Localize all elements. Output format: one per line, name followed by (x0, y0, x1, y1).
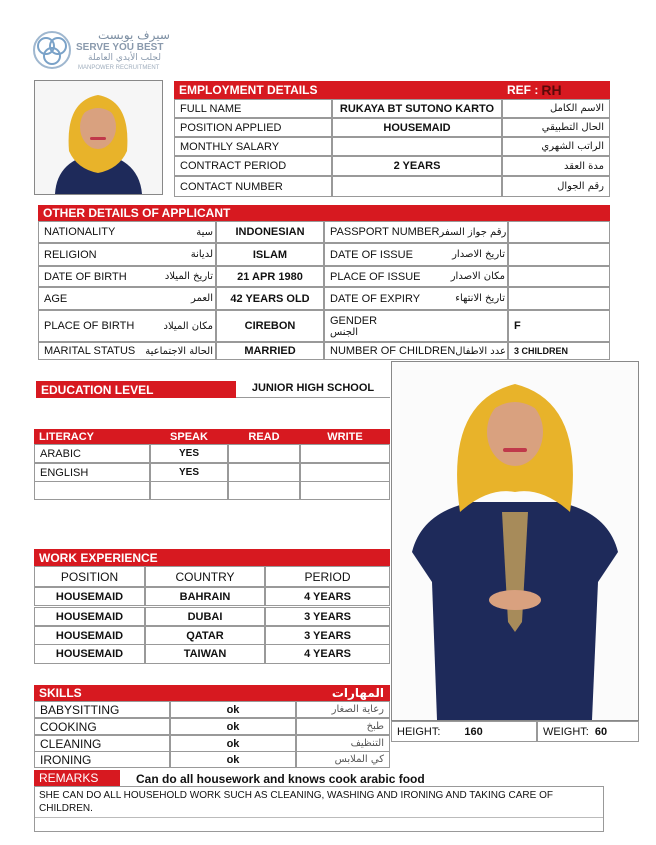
remarks-body (34, 786, 604, 832)
other-field-arabic2: رقم جواز السفر (439, 226, 507, 238)
other-field-value: 42 YEARS OLD (216, 287, 324, 310)
employment-field-value: 2 YEARS (332, 156, 502, 176)
other-field-arabic: لديانة (190, 249, 213, 260)
work-column-header: PERIOD (265, 566, 390, 587)
other-field-value: INDONESIAN (216, 221, 324, 243)
literacy-level: YES (150, 463, 228, 482)
skill-name: CLEANING (34, 735, 170, 752)
other-field-label: NATIONALITY (44, 226, 116, 238)
employment-header-label: EMPLOYMENT DETAILS (179, 83, 318, 97)
literacy-level (150, 481, 228, 500)
skill-arabic: كي الملابس (296, 751, 390, 768)
other-field-label: RELIGION (44, 248, 97, 261)
skill-level: ok (170, 701, 296, 718)
work-experience-cell: HOUSEMAID (34, 587, 145, 606)
employment-field-label: CONTACT NUMBER (174, 176, 332, 197)
other-field-label2-cell (324, 342, 508, 360)
other-field-arabic2: مكان الاصدار (450, 271, 505, 282)
employment-field-arabic: مدة العقد (502, 156, 610, 176)
height-label: HEIGHT: (397, 725, 441, 738)
work-column-header: COUNTRY (145, 566, 265, 587)
employment-field-label: MONTHLY SALARY (174, 137, 332, 156)
employment-field-arabic: الحال التطبيقي (502, 118, 610, 137)
portrait-image (35, 81, 162, 194)
work-experience-cell: 4 YEARS (265, 644, 390, 664)
employment-field-label: POSITION APPLIED (174, 118, 332, 137)
education-label (36, 381, 236, 398)
other-field-value: MARRIED (216, 342, 324, 360)
literacy-language: ARABIC (34, 444, 150, 463)
other-field-label2: PASSPORT NUMBER (330, 226, 440, 238)
other-field-label: PLACE OF BIRTH (44, 320, 135, 332)
employment-field-value (332, 176, 502, 197)
other-field-label2: NUMBER OF CHILDREN (330, 345, 456, 357)
other-field-value: CIREBON (216, 310, 324, 342)
other-field-label2: GENDER (330, 314, 378, 327)
work-experience-cell: 3 YEARS (265, 607, 390, 626)
other-field-label2-cell (324, 266, 508, 287)
weight-cell (537, 721, 639, 742)
skill-arabic: رعاية الصغار (296, 701, 390, 718)
work-experience-cell: DUBAI (145, 607, 265, 626)
skill-arabic: التنظيف (296, 735, 390, 752)
other-field-label: MARITAL STATUS (44, 345, 136, 357)
other-field-label2-cell (324, 221, 508, 243)
work-experience-header-label: WORK EXPERIENCE (39, 550, 158, 565)
other-field-label2: DATE OF EXPIRY (330, 292, 421, 305)
other-field-label2: DATE OF ISSUE (330, 248, 413, 261)
logo-name: SERVE YOU BEST (76, 42, 164, 53)
other-field-value: 21 APR 1980 (216, 266, 324, 287)
other-field-value2 (508, 266, 610, 287)
other-field-label-cell (38, 310, 216, 342)
literacy-level: YES (150, 444, 228, 463)
employment-field-arabic: رقم الجوال (502, 176, 610, 197)
height-cell (391, 721, 537, 742)
other-field-label-cell (38, 243, 216, 266)
logo-emblem-icon (32, 30, 72, 70)
education-label-text: EDUCATION LEVEL (41, 382, 154, 397)
logo-arabic: سيرف يوبست (98, 28, 170, 42)
skill-name: BABYSITTING (34, 701, 170, 718)
other-field-label-cell (38, 342, 216, 360)
work-experience-cell: 3 YEARS (265, 626, 390, 645)
skill-level: ok (170, 751, 296, 768)
weight-value: 60 (594, 725, 608, 738)
other-field-value: ISLAM (216, 243, 324, 266)
ref-value: RH (541, 82, 562, 98)
applicant-photo-full (391, 361, 639, 721)
literacy-header: READ (228, 429, 300, 444)
other-field-arabic: العمر (191, 293, 213, 304)
literacy-level (300, 481, 390, 500)
work-experience-cell: TAIWAN (145, 644, 265, 664)
employment-field-arabic: الاسم الكامل (502, 99, 610, 118)
skill-name: COOKING (34, 718, 170, 735)
other-details-header (38, 205, 610, 221)
full-body-image (392, 362, 638, 720)
literacy-language (34, 481, 150, 500)
other-field-value2 (508, 243, 610, 266)
other-field-arabic2: تاريخ الانتهاء (455, 293, 505, 304)
company-logo (32, 28, 170, 74)
ref-box (502, 81, 610, 99)
other-field-label: DATE OF BIRTH (44, 270, 127, 283)
other-field-label2-cell (324, 243, 508, 266)
other-field-arabic: سية (196, 226, 213, 238)
skill-level: ok (170, 718, 296, 735)
skill-arabic: طبخ (296, 718, 390, 735)
literacy-language: ENGLISH (34, 463, 150, 482)
logo-arabic-sub: لجلب الأيدي العاملة (88, 53, 161, 63)
skill-level: ok (170, 735, 296, 752)
applicant-photo-small (34, 80, 163, 195)
literacy-level (300, 444, 390, 463)
skills-header-label: SKILLS (39, 686, 82, 700)
remarks-label-text: REMARKS (39, 771, 99, 785)
literacy-header: LITERACY (34, 429, 150, 444)
employment-header (174, 81, 502, 99)
employment-field-label: CONTRACT PERIOD (174, 156, 332, 176)
remarks-headline: Can do all housework and knows cook arabic food (136, 772, 425, 786)
weight-label: WEIGHT: (543, 725, 589, 738)
employment-field-value: RUKAYA BT SUTONO KARTO (332, 99, 502, 118)
other-field-label-cell (38, 266, 216, 287)
other-field-label-cell (38, 221, 216, 243)
remarks-label (34, 770, 120, 786)
remarks-text: SHE CAN DO ALL HOUSEHOLD WORK SUCH AS CLEANING, WASHING AND IRONING AND TAKING CARE OF CHILDREN. (39, 790, 553, 814)
logo-sub: MANPOWER RECRUITMENT (78, 65, 160, 71)
other-field-value2: F (508, 310, 610, 342)
employment-field-label: FULL NAME (174, 99, 332, 118)
work-experience-cell: HOUSEMAID (34, 644, 145, 664)
other-details-header-label: OTHER DETAILS OF APPLICANT (43, 206, 231, 220)
literacy-header: SPEAK (150, 429, 228, 444)
work-experience-cell: QATAR (145, 626, 265, 645)
literacy-level (228, 481, 300, 500)
other-field-label: AGE (44, 292, 68, 305)
other-field-label-cell (38, 287, 216, 310)
height-value: 160 (464, 725, 483, 738)
work-column-header: POSITION (34, 566, 145, 587)
employment-field-arabic: الراتب الشهري (502, 137, 610, 156)
other-field-label2-cell (324, 287, 508, 310)
employment-field-value (332, 137, 502, 156)
work-experience-cell: 4 YEARS (265, 587, 390, 606)
ref-label: REF : (507, 83, 539, 97)
other-field-arabic: مكان الميلاد (163, 320, 213, 332)
work-experience-header (34, 549, 390, 566)
work-experience-cell: HOUSEMAID (34, 607, 145, 626)
education-value: JUNIOR HIGH SCHOOL (236, 379, 390, 398)
literacy-level (228, 463, 300, 482)
literacy-header: WRITE (300, 429, 390, 444)
literacy-level (300, 463, 390, 482)
other-field-label2: PLACE OF ISSUE (330, 270, 421, 283)
other-field-value2: 3 CHILDREN (508, 342, 610, 360)
skills-header-arabic: المهارات (331, 686, 384, 700)
work-experience-cell: HOUSEMAID (34, 626, 145, 645)
other-field-arabic2: تاريخ الاصدار (452, 249, 505, 260)
other-field-arabic2: الجنس (330, 326, 359, 338)
employment-field-value: HOUSEMAID (332, 118, 502, 137)
other-field-label2-cell (324, 310, 508, 342)
other-field-arabic2: عدد الاطفال (455, 345, 506, 357)
other-field-arabic: تاريخ الميلاد (164, 271, 213, 282)
literacy-level (228, 444, 300, 463)
skill-name: IRONING (34, 751, 170, 768)
other-field-value2 (508, 287, 610, 310)
work-experience-cell: BAHRAIN (145, 587, 265, 606)
skills-header (34, 685, 390, 701)
other-field-value2 (508, 221, 610, 243)
other-field-arabic: الحالة الاجتماعية (145, 345, 213, 357)
